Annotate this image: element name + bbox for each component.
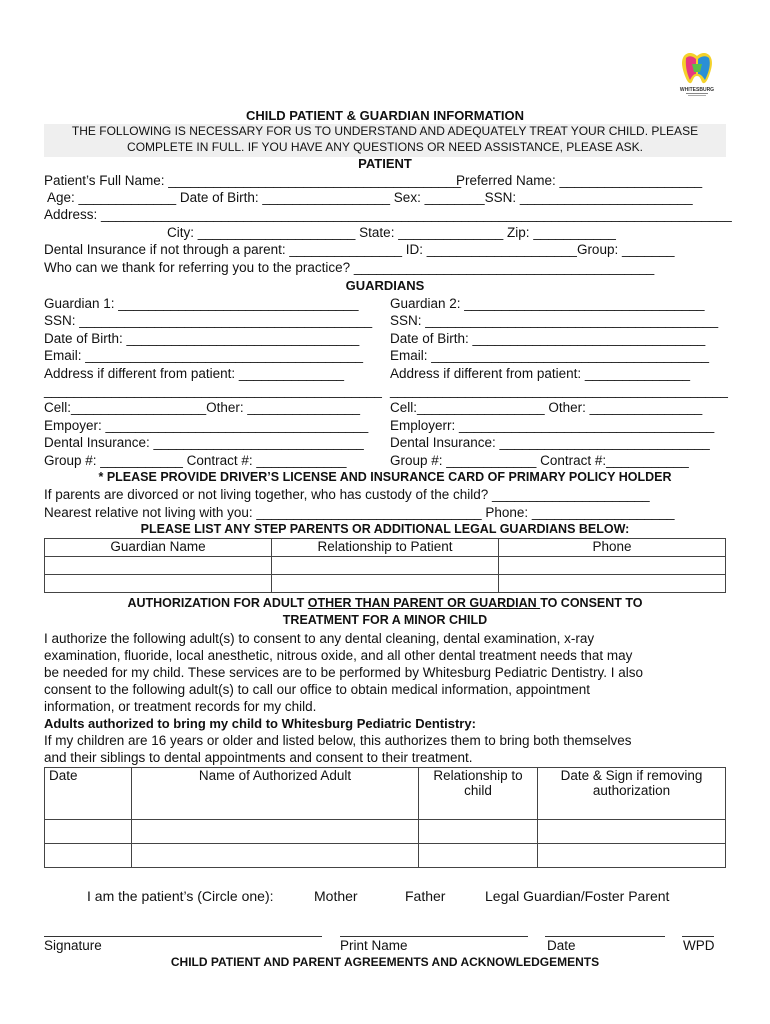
auth-para2-line: and their siblings to dental appointments and consent to their treatment. (44, 750, 473, 765)
intro-line-1: THE FOLLOWING IS NECESSARY FOR US TO UNDERSTAND AND ADEQUATELY TREAT YOUR CHILD. PLEASE (71, 124, 699, 138)
guardians-heading: GUARDIANS (345, 278, 425, 293)
authorized-adults-table (44, 767, 726, 868)
wpd-label: WPD (683, 938, 715, 953)
guardian-1-group-field[interactable]: Group #: ___________ Contract #: ____________ (44, 452, 347, 468)
authorization-heading (0, 596, 770, 610)
table-cell[interactable] (45, 575, 272, 593)
guardian-2-column (390, 295, 728, 469)
guardian-2-insurance-field[interactable]: Dental Insurance: ____________________________ (390, 435, 710, 451)
table-cell[interactable] (132, 844, 419, 868)
logo-caption: WHITESBURG (679, 87, 715, 93)
table-row (45, 575, 726, 593)
option-mother[interactable]: Mother (314, 888, 358, 904)
auth-para-line: information, or treatment records for my child. (44, 699, 317, 714)
step-parents-heading: PLEASE LIST ANY STEP PARENTS OR ADDITIONAL LEGAL GUARDIANS BELOW: (140, 522, 630, 536)
col-remove-authorization: Date & Sign if removing authorization (538, 768, 726, 820)
guardian-2-email-field[interactable]: Email: _____________________________________ (390, 348, 710, 364)
guardian-2-name-field[interactable]: Guardian 2: ________________________________ (390, 296, 705, 311)
license-note: * PLEASE PROVIDE DRIVER’S LICENSE AND INSURANCE CARD OF PRIMARY POLICY HOLDER (98, 470, 672, 484)
guardian-1-insurance-field[interactable]: Dental Insurance: ____________________________ (44, 435, 364, 451)
col-relationship-to-child: Relationship to child (419, 768, 538, 820)
date-line[interactable] (545, 936, 665, 937)
table-cell[interactable] (272, 557, 499, 575)
auth-heading-post: TO CONSENT TO (540, 596, 643, 610)
col-authorized-adult: Name of Authorized Adult (132, 768, 419, 820)
auth-para-line: be needed for my child. These services are to be performed by Whitesburg Pediatric Dentistry. I also (44, 665, 644, 680)
col-date: Date (45, 768, 132, 820)
signature-label: Signature (44, 938, 102, 953)
table-cell[interactable] (538, 844, 726, 868)
table-cell[interactable] (132, 820, 419, 844)
auth-heading-pre: AUTHORIZATION FOR ADULT (127, 596, 308, 610)
table-cell[interactable] (45, 844, 132, 868)
table-cell[interactable] (419, 844, 538, 868)
auth-para-line: examination, fluoride, local anesthetic, nitrous oxide, and all other dental treatment needs that may (44, 648, 633, 663)
step-parents-table (44, 538, 726, 593)
option-legal-guardian[interactable]: Legal Guardian/Foster Parent (485, 888, 670, 904)
authorized-adults-subheading: Adults authorized to bring my child to Whitesburg Pediatric Dentistry: (44, 716, 476, 731)
address-field[interactable]: Address: ____________________________________________________________________________________ (44, 207, 732, 222)
guardian-1-employer-field[interactable]: Empoyer: ___________________________________ (44, 417, 369, 433)
intro-line-2: COMPLETE IN FULL. IF YOU HAVE ANY QUESTIONS OR NEED ASSISTANCE, PLEASE ASK. (127, 140, 643, 154)
auth-para2-line: If my children are 16 years or older and listed below, this authorizes them to bring both themselves (44, 733, 632, 748)
option-father[interactable]: Father (405, 888, 446, 904)
guardian-1-dob-field[interactable]: Date of Birth: _______________________________ (44, 330, 360, 346)
print-name-label: Print Name (340, 938, 408, 953)
guardian-2-employer-field[interactable]: Employerr: __________________________________ (390, 417, 715, 433)
guardian-2-address-field[interactable]: Address if different from patient: ______________ (390, 365, 690, 381)
guardian-2-phone-field[interactable]: Cell:_________________ Other: _______________ (390, 400, 703, 416)
age-dob-sex-ssn-field[interactable]: Age: _____________ Date of Birth: _________________ Sex: ________SSN: _______________________ (47, 190, 693, 205)
custody-field[interactable]: If parents are divorced or not living together, who has custody of the child? _____________________ (44, 487, 650, 502)
authorization-paragraph (44, 630, 734, 766)
signature-line[interactable] (44, 936, 322, 937)
print-name-line[interactable] (340, 936, 528, 937)
table-cell[interactable] (45, 820, 132, 844)
form-title: CHILD PATIENT & GUARDIAN INFORMATION (245, 108, 525, 123)
guardian-2-dob-field[interactable]: Date of Birth: _______________________________ (390, 330, 706, 346)
dental-insurance-field[interactable]: Dental Insurance if not through a parent: _______________ ID: ____________________Group: _______ (44, 242, 675, 257)
guardian-1-phone-field[interactable]: Cell:__________________Other: _______________ (44, 400, 361, 416)
table-cell[interactable] (499, 575, 726, 593)
wpd-line[interactable] (682, 936, 714, 937)
table-header-row (45, 768, 726, 820)
city-state-zip-field[interactable]: City: _____________________ State: ______________ Zip: ___________ (167, 225, 616, 240)
table-cell[interactable] (45, 557, 272, 575)
auth-para-line: I authorize the following adult(s) to consent to any dental cleaning, dental examination, x-ray (44, 631, 595, 646)
col-relationship: Relationship to Patient (272, 539, 499, 557)
guardian-1-column (44, 295, 382, 469)
col-phone: Phone (499, 539, 726, 557)
guardian-1-name-field[interactable]: Guardian 1: ________________________________ (44, 296, 359, 311)
table-header-row (45, 539, 726, 557)
auth-heading-underlined: OTHER THAN PARENT OR GUARDIAN (307, 596, 541, 610)
guardian-1-ssn-field[interactable]: SSN: _______________________________________ (44, 313, 373, 329)
table-cell[interactable] (538, 820, 726, 844)
nearest-relative-field[interactable]: Nearest relative not living with you: ______________________________ Phone: ___________________ (44, 505, 675, 520)
table-row (45, 557, 726, 575)
guardian-1-email-field[interactable]: Email: _____________________________________ (44, 348, 364, 364)
guardian-2-group-field[interactable]: Group #: ____________ Contract #:___________ (390, 452, 689, 468)
col-guardian-name: Guardian Name (45, 539, 272, 557)
circle-one-prompt: I am the patient’s (Circle one): (87, 888, 274, 904)
referral-field[interactable]: Who can we thank for referring you to the practice? ________________________________________ (44, 260, 655, 275)
table-cell[interactable] (499, 557, 726, 575)
guardian-1-address-field[interactable]: Address if different from patient: ______________ (44, 365, 344, 381)
guardian-1-address-line-2[interactable]: _____________________________________________ (44, 383, 382, 399)
table-row (45, 844, 726, 868)
footer-heading: CHILD PATIENT AND PARENT AGREEMENTS AND ACKNOWLEDGEMENTS (170, 955, 600, 969)
patient-full-name-field[interactable]: Patient’s Full Name: _______________________________________ (44, 173, 462, 188)
guardian-2-address-line-2[interactable]: _____________________________________________ (390, 383, 728, 399)
table-cell[interactable] (272, 575, 499, 593)
date-label: Date (547, 938, 576, 953)
preferred-name-field[interactable]: Preferred Name: ___________________ (456, 173, 703, 188)
patient-heading: PATIENT (358, 156, 412, 171)
authorization-heading-line-2: TREATMENT FOR A MINOR CHILD (282, 613, 488, 627)
auth-para-line: consent to the following adult(s) to call our office to obtain medical information, appointment (44, 682, 591, 697)
practice-logo (678, 50, 716, 98)
table-row (45, 820, 726, 844)
guardian-2-ssn-field[interactable]: SSN: _______________________________________ (390, 313, 719, 329)
table-cell[interactable] (419, 820, 538, 844)
